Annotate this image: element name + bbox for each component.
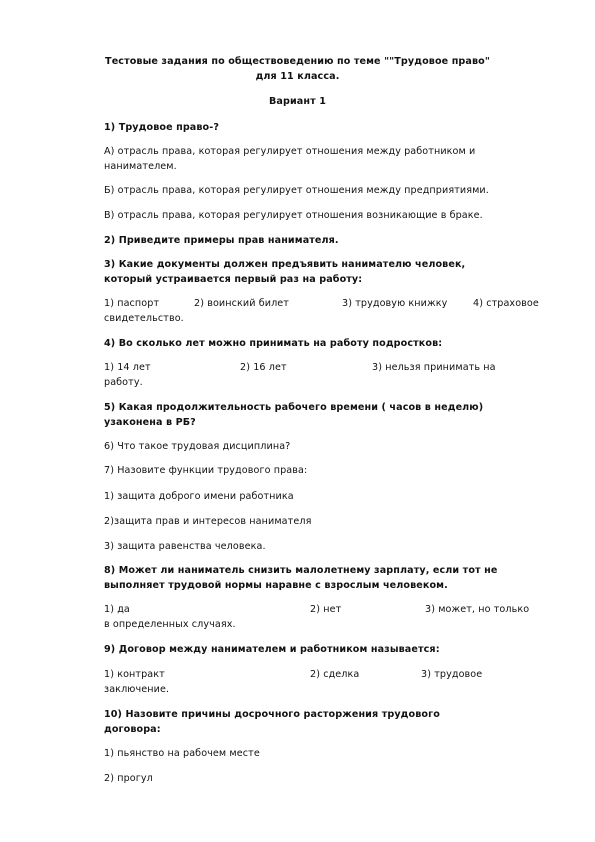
q4-option-1: 1) 14 лет [104, 362, 151, 373]
q3-question-cont: который устраивается первый раз на работу: [104, 274, 363, 285]
q7-question: 7) Назовите функции трудового права: [104, 465, 308, 476]
q3-option-1: 1) паспорт [104, 298, 160, 309]
q5-question-cont: узаконена в РБ? [104, 417, 196, 428]
q7-option-1: 1) защита доброго имени работника [104, 491, 294, 502]
title-line-1: Тестовые задания по обществоведению по теме ""Трудовое право" [105, 56, 490, 67]
q3-option-4: 4) страховое [473, 298, 539, 309]
q8-question: 8) Может ли наниматель снизить малолетнему зарплату, если тот не [104, 565, 498, 576]
q3-question: 3) Какие документы должен предъявить нанимателю человек, [104, 259, 466, 270]
q3-option-2: 2) воинский билет [194, 298, 289, 309]
q8-option-3-cont: в определенных случаях. [104, 619, 236, 630]
q4-question: 4) Во сколько лет можно принимать на работу подростков: [104, 338, 443, 349]
q10-question-cont: договора: [104, 724, 161, 735]
q10-option-2: 2) прогул [104, 773, 153, 784]
q7-option-2: 2)защита прав и интересов нанимателя [104, 516, 312, 527]
q9-option-3-cont: заключение. [104, 684, 170, 695]
title-line-2: для 11 класса. [255, 71, 340, 82]
q4-option-3-cont: работу. [104, 377, 143, 388]
q3-option-3: 3) трудовую книжку [342, 298, 448, 309]
q1-option-c: В) отрасль права, которая регулирует отношения возникающие в браке. [104, 210, 483, 221]
q6-question: 6) Что такое трудовая дисциплина? [104, 441, 291, 452]
variant-label: Вариант 1 [269, 96, 326, 107]
q5-question: 5) Какая продолжительность рабочего времени ( часов в неделю) [104, 402, 484, 413]
q9-option-2: 2) сделка [310, 669, 360, 680]
q1-option-a-cont: нанимателем. [104, 161, 177, 172]
q10-option-1: 1) пьянство на рабочем месте [104, 748, 260, 759]
q8-question-cont: выполняет трудовой нормы наравне с взрослым человеком. [104, 580, 448, 591]
q4-option-2: 2) 16 лет [240, 362, 287, 373]
q9-option-1: 1) контракт [104, 669, 165, 680]
q10-question: 10) Назовите причины досрочного расторжения трудового [104, 709, 440, 720]
q1-question: 1) Трудовое право-? [104, 122, 219, 133]
q8-option-1: 1) да [104, 604, 130, 615]
q4-option-3: 3) нельзя принимать на [372, 362, 496, 373]
q1-option-b: Б) отрасль права, которая регулирует отношения между предприятиями. [104, 185, 489, 196]
q9-option-3: 3) трудовое [421, 669, 483, 680]
q1-option-a: А) отрасль права, которая регулирует отношения между работником и [104, 146, 476, 157]
q8-option-3: 3) может, но только [425, 604, 530, 615]
q9-question: 9) Договор между нанимателем и работником называется: [104, 644, 440, 655]
q7-option-3: 3) защита равенства человека. [104, 541, 266, 552]
q3-option-4-cont: свидетельство. [104, 313, 184, 324]
q2-question: 2) Приведите примеры прав нанимателя. [104, 235, 339, 246]
q8-option-2: 2) нет [310, 604, 342, 615]
